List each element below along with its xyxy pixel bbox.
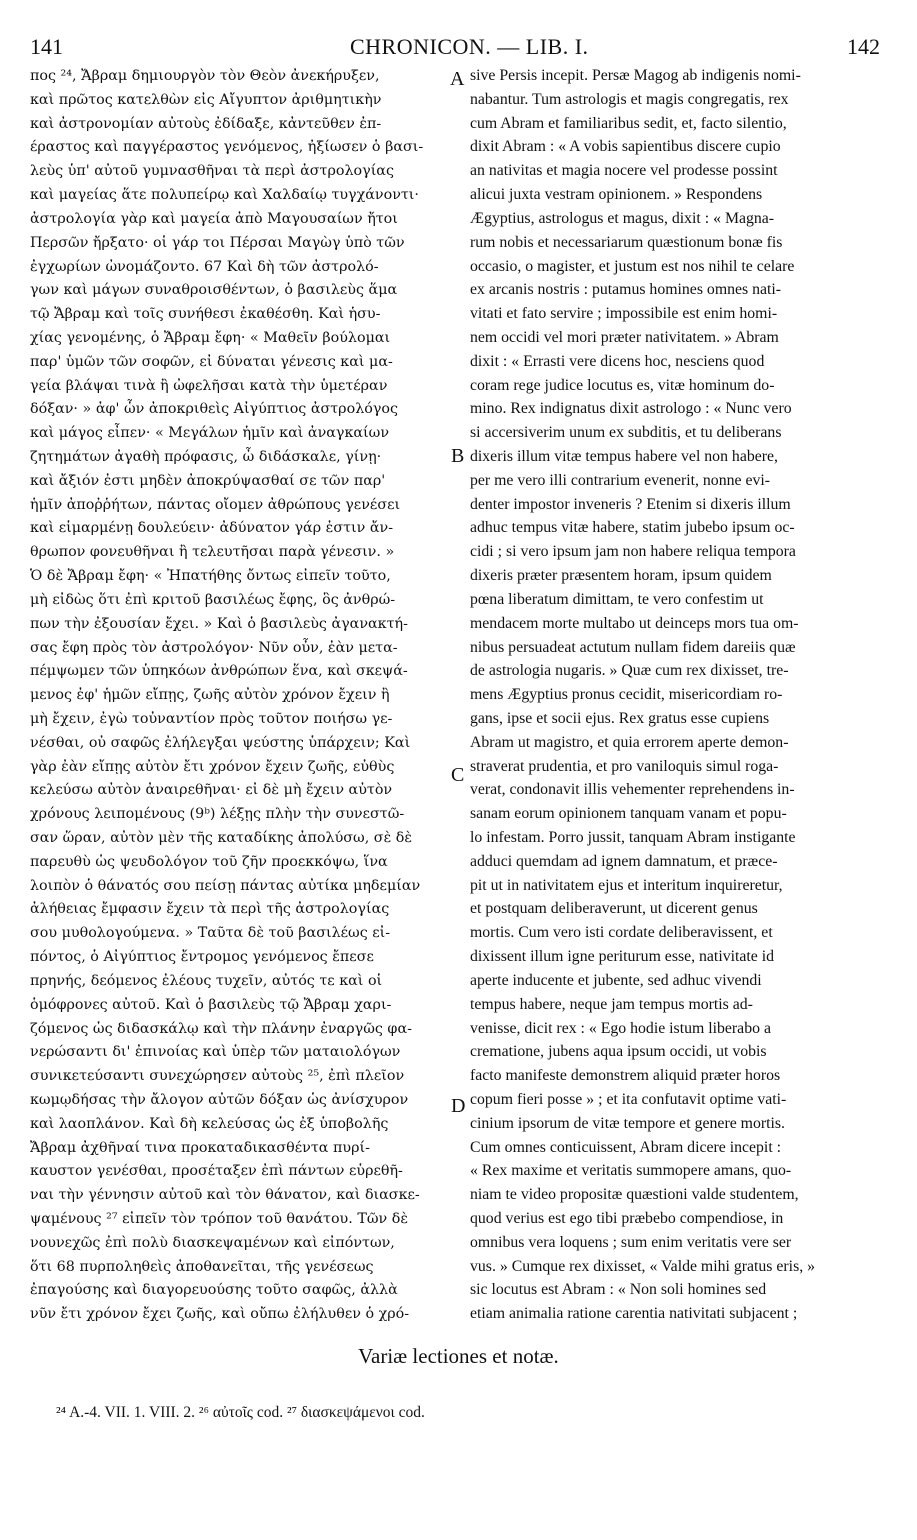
greek-text-line: μὴ εἰδὼς ὅτι ἐπὶ κριτοῦ βασιλέως ἔφης, ὃς ἀνθρώ- xyxy=(30,591,396,608)
greek-text-line: λεὺς ὑπ' αὐτοῦ γυμνασθῆναι τὰ περὶ ἀστρολογίας xyxy=(30,163,394,180)
running-title: CHRONICON. — LIB. I. xyxy=(350,34,589,59)
latin-text-column xyxy=(470,64,880,1326)
latin-text-line: pit ut in nativitatem ejus et interitum inquireretur, xyxy=(470,876,783,894)
greek-text-line: νέσθαι, οὐ σαφῶς ἐλήλεγξαι ψεύστης ὑπάρχειν; Καὶ xyxy=(30,734,411,751)
greek-text-line: μὴ ἔχειν, ἐγὼ τοὐναντίον πρὸς τοῦτον ποιήσω γε- xyxy=(30,710,393,727)
latin-text-line: Cum omnes conticuissent, Abram dicere incepit : xyxy=(470,1138,782,1156)
greek-text-line: καὶ λαοπλάνον. Καὶ δὴ κελεύσας ὡς ἐξ ὑποβολῆς xyxy=(30,1115,389,1132)
latin-text-line: tempus habere, neque jam tempus mortis ad- xyxy=(470,995,753,1013)
greek-text-line: νουνεχῶς ἐπὶ πολὺ διασκεψαμένων καὶ εἰπόντων, xyxy=(30,1234,395,1251)
latin-text-line: dixissent illum igne periturum esse, nativitate id xyxy=(470,948,775,966)
latin-text-line: de astrologia nugaris. » Quæ cum rex dixisset, tre- xyxy=(470,662,789,680)
greek-text-line: έραστος καὶ παγγέραστος γενόμενος, ἠξίωσεν ὁ βασι- xyxy=(30,139,424,156)
latin-text-line: coram rege judice locutus es, vitæ hominum do- xyxy=(470,376,775,394)
latin-text-line: per me vero illi contrarium evenerit, nonne evi- xyxy=(470,471,771,489)
greek-text-line: ἐγχωρίων ὠνομάζοντο. 67 Καὶ δὴ τῶν ἀστρολό- xyxy=(30,258,379,275)
margin-letter-d: D xyxy=(451,1095,466,1117)
greek-text-line: δόξαν· » ἀφ' ὧν ἀποκριθεὶς Αἰγύπτιος ἀστρολόγος xyxy=(30,401,399,418)
greek-text-line: σου μυθολογούμενα. » Ταῦτα δὲ τοῦ βασιλέως εἰ- xyxy=(30,925,391,942)
latin-text-line: facto manifeste demonstrem aliquid præter horos xyxy=(470,1067,781,1085)
latin-text-line: dixeris præter præsentem horam, ipsum quidem xyxy=(470,567,772,585)
greek-text-line: ὅτι 68 πυρποληθεὶς ἀποθανεῖται, τῆς γενέσεως xyxy=(30,1258,374,1275)
latin-text-line: venisse, dicit rex : « Ego hodie istum liberabo a xyxy=(470,1019,771,1037)
greek-text-line: σαν ὥραν, αὐτὸν μὲν τῆς καταδίκης ἀπολύσω, σὲ δὲ xyxy=(30,830,413,846)
greek-text-line: ἐπαγούσης καὶ διαγορευούσης τοῦτο σαφῶς, ἀλλὰ xyxy=(30,1282,398,1299)
greek-text-line: ὁμόφρονες αὐτοῦ. Καὶ ὁ βασιλεὺς τῷ Ἄβραμ χαρι- xyxy=(30,996,392,1013)
greek-text-line: μενος ἐφ' ἡμῶν εἴπῃς, ζωῆς αὐτὸν χρόνον ἔχειν ἢ xyxy=(30,687,390,704)
greek-text-line: καὶ ἄξιόν ἐστι μηδὲν ἀποκρύψασθαί σε τῶν παρ' xyxy=(30,472,386,489)
greek-text-line: κωμῳδήσας τὴν ἄλογον αὐτῶν δόξαν ὡς ἀνίσχυρον xyxy=(30,1091,409,1108)
greek-text-line: παρευθὺ ὡς ψευδολόγον τοῦ ζῆν προεκκόψω, ἵνα xyxy=(30,853,388,870)
margin-letter-a: A xyxy=(450,68,465,90)
latin-text-line: vitati et fato servire ; impossibile est enim homi- xyxy=(470,305,778,323)
latin-text-line: etiam animalia ratione carentia nativitati subjacent ; xyxy=(470,1305,798,1323)
greek-text-line: σας ἔφη πρὸς τὸν ἀστρολόγον· Νῦν οὖν, ἐὰν μετα- xyxy=(30,639,398,656)
latin-text-line: denter impostor inveneris ? Etenim si dixeris illum xyxy=(470,495,791,513)
greek-text-line: τῷ Ἄβραμ καὶ τοῖς συνήθεσι ἐκαθέσθη. Καὶ ἡσυ- xyxy=(30,306,381,323)
greek-text-line: συνικετεύσαντι συνεχώρησεν αὐτοὺς ²⁵, ἐπὶ πλεῖον xyxy=(30,1068,405,1085)
greek-text-line: γων καὶ μάγων συναθροισθέντων, ὁ βασιλεὺς ἅμα xyxy=(30,282,398,299)
greek-text-line: πόντος, ὁ Αἰγύπτιος ἔντρομος γενόμενος ἔπεσε xyxy=(30,949,374,966)
latin-text-line: quod verius est ego tibi præbebo compendiose, in xyxy=(470,1210,784,1227)
latin-text-line: nabantur. Tum astrologis et magis congregatis, rex xyxy=(470,90,789,108)
greek-text-line: καὶ εἱμαρμένῃ δουλεύειν· ἀδύνατον γάρ ἐστιν ἄν- xyxy=(30,520,394,537)
greek-text-line: κελεύσω αὐτὸν ἀναιρεθῆναι· εἰ δὲ μὴ ἔχειν αὐτὸν xyxy=(30,782,393,799)
greek-text-line: ζόμενος ὡς διδασκάλῳ καὶ τὴν πλάνην ἐναργῶς φα- xyxy=(30,1020,412,1037)
margin-letter-b: B xyxy=(451,445,465,467)
page-number-right: 142 xyxy=(847,34,880,59)
greek-text-line: πέμψωμεν τῶν ὑπηκόων ἀνθρώπων ἕνα, καὶ σκεψά- xyxy=(30,663,408,680)
latin-text-line: straverat prudentia, et pro vaniloquis simul roga- xyxy=(470,757,779,775)
latin-text-line: Abram ut magistro, et quia errorem aperte demon- xyxy=(470,733,789,751)
greek-text-line: ἀστρολογία γὰρ καὶ μαγεία ἀπὸ Μαγουσαίων ἤτοι xyxy=(30,210,398,227)
greek-text-line: ψαμένους ²⁷ εἰπεῖν τὸν τρόπον τοῦ θανάτου. Τῶν δὲ xyxy=(30,1211,409,1227)
latin-text-line: gans, ipse et socii ejus. Rex gratus esse cupiens xyxy=(470,709,770,727)
greek-text-line: γὰρ ἐὰν εἴπῃς αὐτὸν ἔτι χρόνον ἔχειν ζωῆς, εὐθὺς xyxy=(30,758,395,775)
footnotes-line: ²⁴ A.-4. VII. 1. VIII. 2. ²⁶ αὐτοῖς cod. ²⁷ διασκεψάμενοι cod. xyxy=(56,1404,425,1421)
greek-text-line: ἀλήθειας ἔμφασιν ἔχειν τὰ περὶ τῆς ἀστρολογίας xyxy=(30,901,390,918)
greek-text-line: καυστον γενέσθαι, προσέταξεν ἐπὶ πάντων εὑρεθῆ- xyxy=(30,1163,403,1180)
latin-text-line: crematione, jubens aqua ipsum occidi, ut vobis xyxy=(470,1043,767,1061)
latin-text-line: rum nobis et necessariarum quæstionum bonæ fis xyxy=(470,233,783,251)
greek-text-line: ἡμῖν ἀποῤῥήτων, πάντας οἴομεν ἀθρώπους γενέσει xyxy=(30,496,401,513)
greek-text-line: παρ' ὑμῶν τῶν σοφῶν, εἰ δύναται γένεσις καὶ μα- xyxy=(30,353,393,370)
greek-text-line: Ὁ δὲ Ἄβραμ ἔφη· « Ἠπατήθης ὄντως εἰπεῖν τοῦτο, xyxy=(30,568,391,585)
latin-text-line: verat, condonavit illis vehementer reprehendens in- xyxy=(470,781,795,799)
margin-letter-c: C xyxy=(451,764,465,786)
latin-text-line: alicui juxta vestram opinionem. » Respondens xyxy=(470,186,763,204)
latin-text-line: sive Persis incepit. Persæ Magog ab indigenis nomi- xyxy=(470,67,801,84)
latin-text-line: cinium ipsorum de vitæ tempore et genere mortis. xyxy=(470,1114,785,1132)
greek-text-line: καὶ μάγος εἶπεν· « Μεγάλων ἡμῖν καὶ ἀναγκαίων xyxy=(30,425,390,442)
latin-text-line: sanam eorum opinionem tanquam vanam et popu- xyxy=(470,805,787,823)
latin-text-line: sic locutus est Abram : « Non soli homines sed xyxy=(470,1281,767,1299)
greek-text-line: πων τὴν ἐξουσίαν ἔχει. » Καὶ ὁ βασιλεὺς ἀγανακτή- xyxy=(30,615,408,632)
greek-text-line: χίας γενομένης, ὁ Ἄβραμ ἔφη· « Μαθεῖν βούλομαι xyxy=(30,329,391,346)
latin-text-line: an nativitas et magia nocere vel prodesse possint xyxy=(470,162,778,180)
latin-text-line: mens Ægyptius pronus cecidit, misericordiam ro- xyxy=(470,686,783,704)
latin-text-line: lo infestam. Porro jussit, tanquam Abram instigante xyxy=(470,829,796,846)
page-number-left: 141 xyxy=(30,34,63,59)
page-header xyxy=(30,34,880,64)
latin-text-line: Ægyptius, astrologus et magus, dixit : « Magna- xyxy=(470,209,775,227)
latin-text-line: nem occidi vel mori præter nativitatem. » Abram xyxy=(470,328,779,346)
latin-text-line: mendacem morte multabo ut deinceps mors tua om- xyxy=(470,614,799,632)
latin-text-line: dixeris illum vitæ tempus habere vel non habere, xyxy=(470,448,778,465)
latin-text-line: ex arcanis nostris : putamus homines omnes nati- xyxy=(470,281,782,299)
latin-text-line: dixit : « Errasti vere dicens hoc, nesciens quod xyxy=(470,352,765,370)
latin-text-line: si accersiverim unum ex subditis, et tu deliberans xyxy=(470,424,782,442)
greek-text-line: καὶ ἀστρονομίαν αὐτοὺς ἐδίδαξε, κἀντεῦθεν ἐπ- xyxy=(30,115,382,132)
greek-text-line: καὶ πρῶτος κατελθὼν εἰς Αἴγυπτον ἀριθμητικὴν xyxy=(30,91,382,108)
latin-text-line: pœna liberatum dimittam, te vero confestim ut xyxy=(470,590,764,608)
latin-text-line: niam te video propositæ quæstioni valde studentem, xyxy=(470,1186,799,1204)
latin-text-line: occasio, o magister, et justum est nos nihil te celare xyxy=(470,257,795,275)
greek-text-line: γεία βλάψαι τινὰ ἢ ὠφελῆσαι κατὰ τὴν ὑμετέραν xyxy=(30,377,388,394)
greek-text-line: νῦν ἔτι χρόνον ἔχει ζωῆς, καὶ οὔπω ἐλήλυθεν ὁ χρό- xyxy=(30,1306,410,1323)
latin-text-line: vus. » Cumque rex dixisset, « Valde mihi gratus eris, » xyxy=(470,1257,816,1275)
latin-text-line: « Rex maxime et veritatis summopere amans, quo- xyxy=(470,1162,792,1180)
latin-text-line: nibus persuadeat actutum nullam fidem dareiis quæ xyxy=(470,638,796,656)
latin-text-line: cidi ; si vero ipsum jam non habere reliqua tempora xyxy=(470,543,796,561)
notes-title: Variæ lectiones et notæ. xyxy=(358,1344,559,1368)
latin-text-line: adhuc tempus vitæ habere, statim jubebo ipsum oc- xyxy=(470,519,795,537)
latin-text-line: mortis. Cum vero isti cordate deliberavissent, et xyxy=(470,924,773,942)
greek-text-line: Ἄβραμ ἀχθῆναί τινα προκαταδικασθέντα πυρί- xyxy=(30,1139,370,1156)
latin-text-line: mino. Rex indignatus dixit astrologo : « Nunc vero xyxy=(470,400,792,418)
greek-text-line: Περσῶν ἤρξατο· οἱ γάρ τοι Πέρσαι Μαγὼγ ὑπὸ τῶν xyxy=(30,234,405,251)
latin-text-line: copum fieri posse » ; et ita confutavit optime vati- xyxy=(470,1090,787,1108)
greek-text-column xyxy=(30,64,448,1326)
greek-text-line: ναι τὴν γέννησιν αὐτοῦ καὶ τὸν θάνατον, καὶ διασκε- xyxy=(30,1187,420,1204)
greek-text-line: λοιπὸν ὁ θάνατός σου πείσῃ πάντας αὐτίκα μηδεμίαν xyxy=(30,877,421,894)
latin-text-line: et postquam deliberaverunt, ut dicerent genus xyxy=(470,900,758,918)
greek-text-line: πρηνής, δεόμενος ἐλέους τυχεῖν, αὐτός τε καὶ οἱ xyxy=(30,972,383,989)
greek-text-line: καὶ μαγείας ἅτε πολυπείρῳ καὶ Χαλδαίῳ τυγχάνοντι· xyxy=(30,187,419,204)
greek-text-line: χρόνους λειπομένους (9ᵇ) λέξῃς πλὴν τὴν συνεστῶ- xyxy=(30,806,405,823)
greek-text-line: ζητημάτων ἀγαθὴ πρόφασις, ὦ διδάσκαλε, γίνῃ· xyxy=(30,449,382,465)
latin-text-line: aperte inducente et jubente, sed adhuc vivendi xyxy=(470,971,762,989)
latin-text-line: omnibus vera loquens ; sum enim veritatis vere ser xyxy=(470,1233,792,1251)
latin-text-line: cum Abram et familiaribus sedit, et, facto silentio, xyxy=(470,114,787,132)
greek-text-line: πος ²⁴, Ἄβραμ δημιουργὸν τὸν Θεὸν ἀνεκήρυξεν, xyxy=(30,68,380,84)
greek-text-line: θρωπον φονευθῆναι ἢ τελευτῆσαι παρὰ γένεσιν. » xyxy=(30,544,395,561)
greek-text-line: νερώσαντι δι' ἐπινοίας καὶ ὑπὲρ τῶν ματαιολόγων xyxy=(30,1044,401,1061)
latin-text-line: adduci quemdam ad ignem damnatum, et præce- xyxy=(470,852,778,870)
latin-text-line: dixit Abram : « A vobis sapientibus discere cupio xyxy=(470,138,781,156)
